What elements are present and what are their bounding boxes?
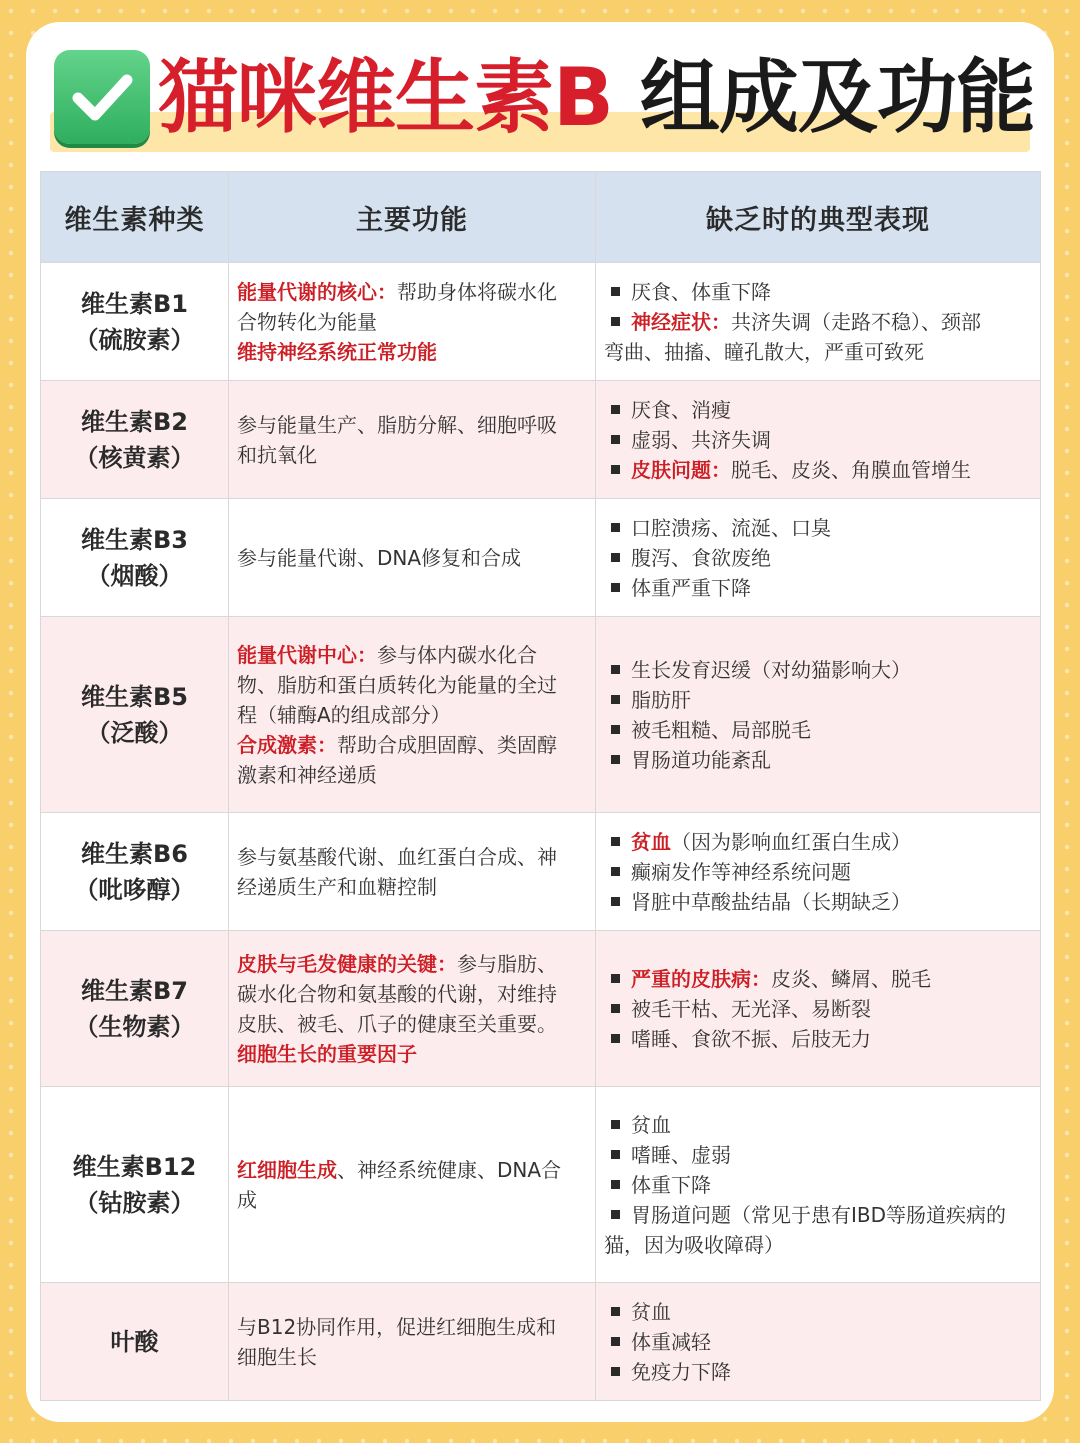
function-line xyxy=(237,949,587,979)
symptom-cell xyxy=(596,381,1041,499)
symptom-item xyxy=(604,994,1034,1024)
symptom-text: （因为影响血红蛋白生成） xyxy=(671,829,911,854)
symptom-item xyxy=(604,573,1034,603)
symptom-item xyxy=(604,1024,1034,1054)
function-line xyxy=(237,1009,587,1039)
symptom-cell xyxy=(596,1283,1041,1401)
function-highlight: 皮肤与毛发健康的关键： xyxy=(237,951,457,976)
symptom-text: 体重下降 xyxy=(631,1172,711,1197)
vitamin-alias: （烟酸） xyxy=(86,561,183,590)
symptom-highlight: 皮肤问题： xyxy=(631,457,731,482)
vitamin-alias: （硫胺素） xyxy=(74,325,195,354)
function-highlight: 能量代谢中心： xyxy=(237,642,377,667)
function-text: 参与体内碳水化合 xyxy=(377,642,537,667)
symptom-item xyxy=(604,455,1034,485)
symptom-highlight: 严重的皮肤病： xyxy=(631,966,771,991)
symptom-text: 体重减轻 xyxy=(631,1329,711,1354)
function-line xyxy=(237,760,587,790)
vitamin-name-cell xyxy=(41,1283,229,1401)
symptom-item xyxy=(604,1200,1034,1230)
table-row xyxy=(41,381,1041,499)
square-bullet-icon xyxy=(611,974,620,983)
symptom-highlight: 贫血 xyxy=(631,829,671,854)
symptom-item xyxy=(604,1297,1034,1327)
vitamin-name-cell xyxy=(41,499,229,617)
symptom-cell xyxy=(596,813,1041,931)
symptom-text: 腹泻、食欲废绝 xyxy=(631,545,771,570)
symptom-item xyxy=(604,543,1034,573)
symptom-item xyxy=(604,307,1034,337)
square-bullet-icon xyxy=(611,435,620,444)
symptom-text: 脂肪肝 xyxy=(631,687,691,712)
symptom-item xyxy=(604,1230,1034,1260)
vitamin-alias: （生物素） xyxy=(74,1012,195,1041)
square-bullet-icon xyxy=(611,755,620,764)
vitamin-alias: （泛酸） xyxy=(86,718,183,747)
symptom-text: 共济失调（走路不稳）、颈部 xyxy=(731,309,981,334)
function-line xyxy=(237,979,587,1009)
table-row xyxy=(41,499,1041,617)
symptom-text: 嗜睡、虚弱 xyxy=(631,1142,731,1167)
function-text: 物、脂肪和蛋白质转化为能量的全过 xyxy=(237,672,557,697)
square-bullet-icon xyxy=(611,1307,620,1316)
function-cell xyxy=(229,1087,596,1283)
symptom-text: 体重严重下降 xyxy=(631,575,751,600)
symptom-item xyxy=(604,964,1034,994)
symptom-text: 生长发育迟缓（对幼猫影响大） xyxy=(631,657,911,682)
symptom-item xyxy=(604,337,1034,367)
symptom-item xyxy=(604,655,1034,685)
function-text: 碳水化合物和氨基酸的代谢，对维持 xyxy=(237,981,557,1006)
function-cell xyxy=(229,1283,596,1401)
table-header-row xyxy=(41,172,1041,263)
symptom-text: 被毛粗糙、局部脱毛 xyxy=(631,717,811,742)
function-line xyxy=(237,1185,587,1215)
symptom-item xyxy=(604,1110,1034,1140)
symptom-item xyxy=(604,685,1034,715)
symptom-text: 贫血 xyxy=(631,1112,671,1137)
square-bullet-icon xyxy=(611,583,620,592)
square-bullet-icon xyxy=(611,665,620,674)
square-bullet-icon xyxy=(611,287,620,296)
square-bullet-icon xyxy=(611,1180,620,1189)
symptom-item xyxy=(604,513,1034,543)
square-bullet-icon xyxy=(611,1210,620,1219)
symptom-text: 皮炎、鳞屑、脱毛 xyxy=(771,966,931,991)
symptom-text: 厌食、体重下降 xyxy=(631,279,771,304)
vitamin-name-cell xyxy=(41,381,229,499)
vitamin-alias: （钴胺素） xyxy=(74,1188,195,1217)
function-text: 、神经系统健康、DNA合 xyxy=(337,1157,562,1182)
square-bullet-icon xyxy=(611,1120,620,1129)
function-line xyxy=(237,440,587,470)
symptom-text: 嗜睡、食欲不振、后肢无力 xyxy=(631,1026,871,1051)
vitamin-name: 维生素B3 xyxy=(81,525,188,554)
function-line xyxy=(237,842,587,872)
header-deficiency: 缺乏时的典型表现 xyxy=(596,172,1041,263)
square-bullet-icon xyxy=(611,1004,620,1013)
symptom-text: 贫血 xyxy=(631,1299,671,1324)
symptom-text: 胃肠道问题（常见于患有IBD等肠道疾病的 xyxy=(631,1202,1007,1227)
function-text: 参与能量生产、脂肪分解、细胞呼吸 xyxy=(237,412,557,437)
check-mark-icon xyxy=(54,50,150,144)
function-cell xyxy=(229,263,596,381)
square-bullet-icon xyxy=(611,465,620,474)
symptom-text: 脱毛、皮炎、角膜血管增生 xyxy=(731,457,971,482)
vitamin-name-cell xyxy=(41,617,229,813)
symptom-cell xyxy=(596,263,1041,381)
vitamin-name-cell xyxy=(41,263,229,381)
symptom-text: 肾脏中草酸盐结晶（长期缺乏） xyxy=(631,889,911,914)
vitamin-name: 维生素B2 xyxy=(81,407,188,436)
symptom-item xyxy=(604,425,1034,455)
vitamin-name-cell xyxy=(41,813,229,931)
function-text: 合物转化为能量 xyxy=(237,309,377,334)
header-main-function: 主要功能 xyxy=(229,172,596,263)
square-bullet-icon xyxy=(611,1034,620,1043)
symptom-item xyxy=(604,1357,1034,1387)
symptom-text: 免疫力下降 xyxy=(631,1359,731,1384)
vitamin-name-cell xyxy=(41,931,229,1087)
symptom-cell xyxy=(596,931,1041,1087)
function-cell xyxy=(229,931,596,1087)
table-row xyxy=(41,1087,1041,1283)
function-highlight: 红细胞生成 xyxy=(237,1157,337,1182)
symptom-text: 口腔溃疡、流涎、口臭 xyxy=(631,515,831,540)
symptom-cell xyxy=(596,499,1041,617)
symptom-text: 虚弱、共济失调 xyxy=(631,427,771,452)
function-text: 程（辅酶A的组成部分） xyxy=(237,702,451,727)
square-bullet-icon xyxy=(611,405,620,414)
square-bullet-icon xyxy=(611,867,620,876)
symptom-item xyxy=(604,827,1034,857)
vitamin-alias: （吡哆醇） xyxy=(74,875,195,904)
symptom-text: 弯曲、抽搐、瞳孔散大，严重可致死 xyxy=(604,339,924,364)
symptom-item xyxy=(604,715,1034,745)
square-bullet-icon xyxy=(611,897,620,906)
function-line xyxy=(237,307,587,337)
vitamin-name-cell xyxy=(41,1087,229,1283)
table-row xyxy=(41,1283,1041,1401)
function-text: 参与脂肪、 xyxy=(457,951,557,976)
title-text xyxy=(158,48,1035,148)
header-vitamin-type: 维生素种类 xyxy=(41,172,229,263)
symptom-item xyxy=(604,745,1034,775)
table-row xyxy=(41,617,1041,813)
vitamin-table xyxy=(40,171,1041,1401)
square-bullet-icon xyxy=(611,1150,620,1159)
vitamin-name: 维生素B5 xyxy=(81,682,188,711)
function-text: 帮助合成胆固醇、类固醇 xyxy=(337,732,557,757)
function-text: 与B12协同作用，促进红细胞生成和 xyxy=(237,1314,557,1339)
symptom-text: 猫，因为吸收障碍） xyxy=(604,1232,784,1257)
square-bullet-icon xyxy=(611,553,620,562)
symptom-item xyxy=(604,395,1034,425)
function-highlight: 细胞生长的重要因子 xyxy=(237,1041,417,1066)
symptom-text: 胃肠道功能紊乱 xyxy=(631,747,771,772)
function-text: 和抗氧化 xyxy=(237,442,317,467)
table-row xyxy=(41,931,1041,1087)
function-line xyxy=(237,1342,587,1372)
function-cell xyxy=(229,499,596,617)
square-bullet-icon xyxy=(611,725,620,734)
symptom-item xyxy=(604,277,1034,307)
vitamin-name: 叶酸 xyxy=(110,1327,159,1356)
function-line xyxy=(237,700,587,730)
symptom-item xyxy=(604,1170,1034,1200)
function-cell xyxy=(229,617,596,813)
function-line xyxy=(237,277,587,307)
function-text: 细胞生长 xyxy=(237,1344,317,1369)
function-text: 帮助身体将碳水化 xyxy=(397,279,557,304)
symptom-item xyxy=(604,1327,1034,1357)
function-text: 皮肤、被毛、爪子的健康至关重要。 xyxy=(237,1011,557,1036)
square-bullet-icon xyxy=(611,695,620,704)
vitamin-name: 维生素B6 xyxy=(81,839,188,868)
function-cell xyxy=(229,813,596,931)
function-line xyxy=(237,543,587,573)
function-highlight: 维持神经系统正常功能 xyxy=(237,339,437,364)
square-bullet-icon xyxy=(611,523,620,532)
function-text: 参与氨基酸代谢、血红蛋白合成、神 xyxy=(237,844,557,869)
function-text: 参与能量代谢、DNA修复和合成 xyxy=(237,545,522,570)
square-bullet-icon xyxy=(611,837,620,846)
function-line xyxy=(237,872,587,902)
function-line xyxy=(237,640,587,670)
function-line xyxy=(237,337,587,367)
symptom-item xyxy=(604,887,1034,917)
symptom-cell xyxy=(596,617,1041,813)
function-line xyxy=(237,410,587,440)
function-cell xyxy=(229,381,596,499)
function-line xyxy=(237,1312,587,1342)
function-line xyxy=(237,670,587,700)
function-line xyxy=(237,1155,587,1185)
function-text: 经递质生产和血糖控制 xyxy=(237,874,437,899)
title-black-part: 组成及功能 xyxy=(639,51,1035,144)
page-title xyxy=(48,48,1035,156)
vitamin-alias: （核黄素） xyxy=(74,443,195,472)
function-text: 成 xyxy=(237,1187,257,1212)
function-line xyxy=(237,1039,587,1069)
table-row xyxy=(41,813,1041,931)
function-highlight: 能量代谢的核心： xyxy=(237,279,397,304)
symptom-item xyxy=(604,857,1034,887)
square-bullet-icon xyxy=(611,1367,620,1376)
title-red-part: 猫咪维生素B xyxy=(158,51,613,144)
symptom-cell xyxy=(596,1087,1041,1283)
function-text: 激素和神经递质 xyxy=(237,762,377,787)
square-bullet-icon xyxy=(611,1337,620,1346)
vitamin-name: 维生素B1 xyxy=(81,289,188,318)
vitamin-name: 维生素B7 xyxy=(81,976,188,1005)
symptom-text: 厌食、消瘦 xyxy=(631,397,731,422)
symptom-text: 被毛干枯、无光泽、易断裂 xyxy=(631,996,871,1021)
function-line xyxy=(237,730,587,760)
symptom-text: 癫痫发作等神经系统问题 xyxy=(631,859,851,884)
square-bullet-icon xyxy=(611,317,620,326)
function-highlight: 合成激素： xyxy=(237,732,337,757)
vitamin-name: 维生素B12 xyxy=(72,1152,197,1181)
symptom-highlight: 神经症状： xyxy=(631,309,731,334)
symptom-item xyxy=(604,1140,1034,1170)
table-row xyxy=(41,263,1041,381)
